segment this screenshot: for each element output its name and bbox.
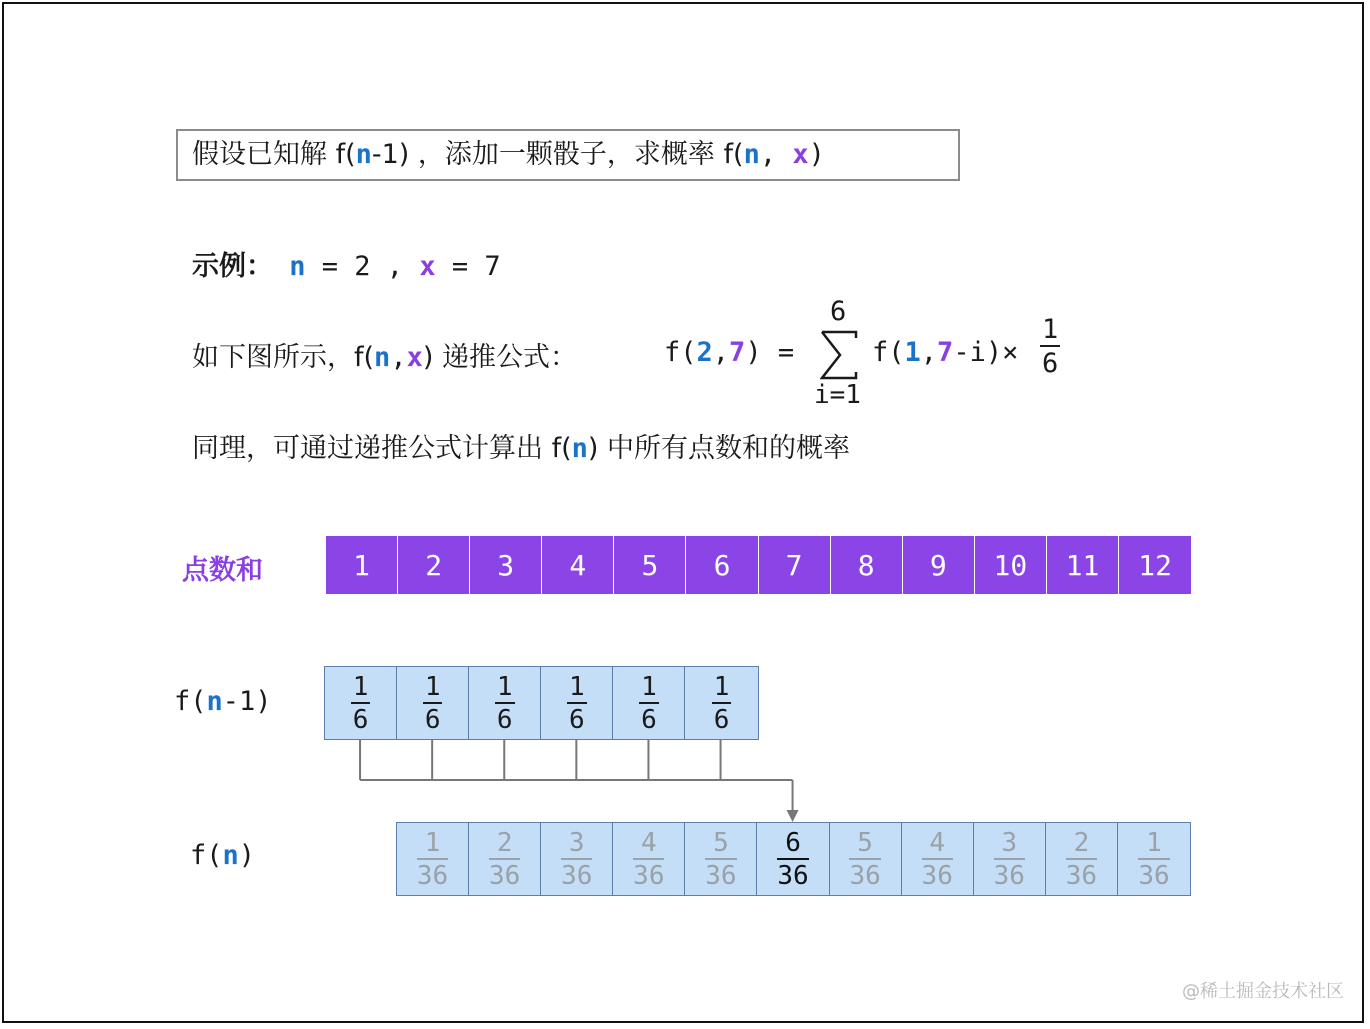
sum-cell: 6 [686,536,758,594]
fraction-numerator: 1 [417,830,448,860]
cur_row-cell [830,823,902,895]
example-x: x [419,251,436,282]
cur_row-cell [613,823,685,895]
sum-cell: 5 [614,536,686,594]
fraction-numerator: 4 [922,830,953,860]
prev-label-n: n [206,686,223,717]
sum-cell: 10 [975,536,1047,594]
fraction-numerator: 4 [633,830,664,860]
fraction-numerator: 2 [489,830,520,860]
formula-label-end: ) 递推公式： [422,342,577,373]
fraction-denominator: 36 [777,860,809,891]
fraction-numerator: 2 [1066,830,1097,860]
cur_row-cell [1046,823,1118,895]
similar-text-2: ) 中所有点数和的概率 [587,433,851,464]
lhs-close-eq: ) = [745,337,795,368]
fraction-denominator: 36 [488,860,521,891]
prev-label-rest: -1) [222,686,272,717]
cur-row [396,822,1191,896]
fraction-numerator: 1 [1138,830,1169,860]
fraction-denominator: 36 [416,860,449,891]
title-n: n [355,139,372,170]
formula-label: 如下图所示，f( [192,342,375,373]
example-eq1: = 2 , [305,251,420,282]
fraction-numerator: 1 [496,671,513,702]
sum-cell: 1 [326,536,398,594]
fraction-numerator: 3 [561,830,592,860]
sum-bottom: i=1 [814,380,861,410]
lhs-comma: , [712,337,730,368]
fraction-denominator: 6 [424,704,441,735]
example-eq2: = 7 [435,251,501,282]
fraction-denominator: 36 [633,860,665,891]
fraction-denominator: 36 [993,860,1025,891]
rhs-x-value: 7 [937,337,954,368]
fraction-denominator: 6 [496,704,513,735]
similar-text-1: 同理，可通过递推公式计算出 f( [192,433,572,464]
cur_row-cell [902,823,974,895]
cur_row-cell [397,823,469,895]
fraction-denominator: 6 [569,704,585,735]
cur-row-label [190,840,255,871]
cur_row-cell [757,823,829,895]
rhs-comma: , [920,337,938,368]
similar-n: n [571,433,588,464]
fraction-denominator: 6 [352,704,369,735]
fraction-numerator: 1 [641,671,657,702]
cur-label-f: f( [190,840,223,871]
fraction-numerator: 1 [569,671,585,702]
fraction-numerator: 3 [994,830,1025,860]
cur_row-cell [541,823,613,895]
title-text-3: , [759,139,793,170]
title-n2: n [743,139,760,170]
fraction-denominator: 6 [713,704,730,735]
formula-n: n [374,342,391,373]
fraction-denominator: 36 [1138,860,1170,891]
frac-num: 1 [1042,314,1059,345]
lhs-f: f( [664,337,697,368]
frac-den: 6 [1042,348,1059,379]
sum-top: 6 [830,296,847,327]
lhs-x-value: 7 [729,337,746,368]
sum-row-label: 点数和 [182,555,263,586]
fraction-denominator: 36 [561,860,593,891]
watermark: @稀土掘金技术社区 [1182,981,1344,1002]
fraction-denominator: 36 [849,860,881,891]
rhs-f: f( [872,337,905,368]
example-n: n [289,251,306,282]
fraction-denominator: 36 [705,860,737,891]
sum-cell: 3 [470,536,542,594]
arrow-head [787,810,799,822]
formula-x: x [406,342,423,373]
fraction-numerator: 5 [849,830,880,860]
cur-label-n: n [222,840,239,871]
rhs-rest: -i)× [953,337,1019,368]
lhs-n-value: 2 [696,337,713,368]
sum-cell: 12 [1119,536,1191,594]
cur_row-cell [974,823,1046,895]
fraction-numerator: 1 [352,671,369,702]
title-x: x [792,139,809,170]
fraction-denominator: 36 [921,860,953,891]
sum-cell: 8 [831,536,903,594]
prev-label-f: f( [174,686,207,717]
fraction-denominator: 6 [641,704,657,735]
sum-cell: 2 [398,536,470,594]
cur_row-cell [685,823,757,895]
fraction-denominator: 36 [1065,860,1098,891]
title-text-4: ) [808,139,825,170]
formula-comma: , [390,342,407,373]
sum-cell: 7 [759,536,831,594]
fraction-numerator: 6 [777,830,808,860]
title-text-2: -1) ，添加一颗骰子，求概率 f( [371,139,744,170]
title-text-1: 假设已知解 f( [192,139,356,170]
sum-cell: 11 [1047,536,1119,594]
fraction-numerator: 1 [424,671,441,702]
cur-label-rest: ) [238,840,256,871]
fraction-numerator: 5 [705,830,736,860]
cur_row-cell [469,823,541,895]
example-label: 示例： [192,251,273,282]
rhs-n-value: 1 [904,337,921,368]
sum-cell: 4 [542,536,614,594]
sum-cell: 9 [903,536,975,594]
fraction-numerator: 1 [713,671,730,702]
cur_row-cell [1118,823,1190,895]
